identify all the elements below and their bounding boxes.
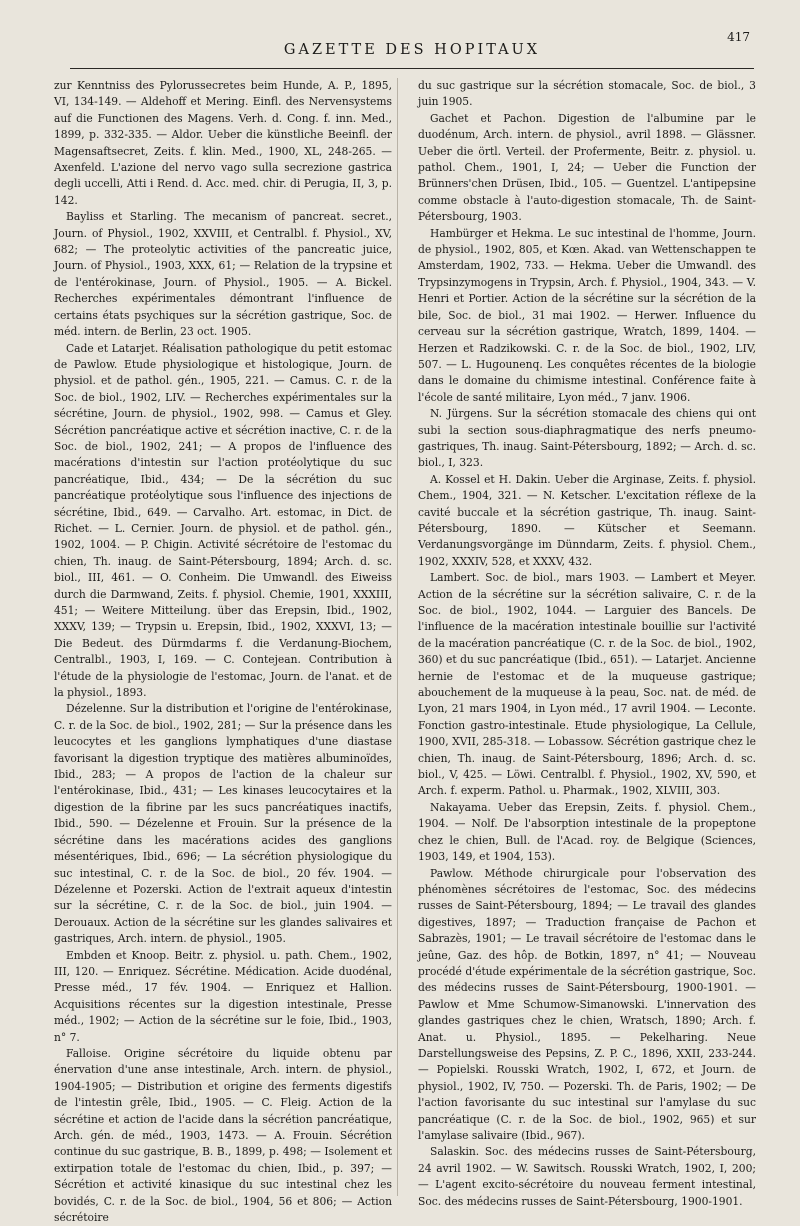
right-column [418, 78, 756, 1208]
bibliography-entry: Dézelenne. Sur la distribution et l'origine de l'entérokinase, C. r. de la Soc. de biol., 1902, 281; — Sur la présence dans les leucocytes et les ganglions lymphatiques d'une diastase favorisant la digestion tryptique des matières albuminoïdes, Ibid., 283; — A propos de l'action de la chaleur sur l'entérokinase, Ibid., 431; — Les kinases leucocytaires et la digestion de la fibrine par les sucs pancréatiques inactifs, Ibid., 590. — Dézelenne et Frouin. Sur la présence de la sécrétine dans les macérations acides des ganglions mésentériques, Ibid., 696; — La sécrétion physiologique du suc intestinal, C. r. de la Soc. de biol., 20 fév. 1904. — Dézelenne et Pozerski. Action de l'extrait aqueux d'intestin sur la sécrétine, C. r. de la Soc. de biol., juin 1904. — Derouaux. Action de la sécrétine sur les glandes salivaires et gastriques, Arch. intern. de physiol., 1905. [54, 702, 392, 946]
bibliography-entry: Bayliss et Starling. The mecanism of pancreat. secret., Journ. of Physiol., 1902, XXVIII, et Centralbl. f. Physiol., XV, 682; — The proteolytic activities of the pancreatic juice, Journ. of Physiol., 1903, XXX, 61; — Relation de la trypsine et de l'entérokinase, Journ. of Physiol., 1905. — A. Bickel. Recherches expérimentales démontrant l'influence de certains états psychiques sur la sécrétion gastrique, Soc. de méd. intern. de Berlin, 23 oct. 1905. [54, 210, 392, 339]
bibliography-entry: Nakayama. Ueber das Erepsin, Zeits. f. physiol. Chem., 1904. — Nolf. De l'absorption intestinale de la propeptone chez le chien, Bull. de l'Acad. roy. de Belgique (Sciences, 1903, 149, et 1904, 153). [418, 800, 756, 864]
bibliography-entry: Gachet et Pachon. Digestion de l'albumine par le duodénum, Arch. intern. de physiol., avril 1898. — Glässner. Ueber die örtl. Verteil. der Profermente, Beitr. z. physiol. u. pathol. Chem., 1901, I, 24; — Ueber die Function der Brünners'chen Drüsen, Ibid., 105. — Guentzel. L'antipepsine comme obstacle à l'auto-digestion stomacale, Th. de Saint-Pétersbourg, 1903. [418, 111, 756, 224]
bibliography-entry: Embden et Knoop. Beitr. z. physiol. u. path. Chem., 1902, III, 120. — Enriquez. Sécrétine. Médication. Acide duodénal, Presse méd., 17 fév. 1904. — Enriquez et Hallion. Acquisitions récentes sur la digestion intestinale, Presse méd., 1902; — Action de la sécrétine sur le foie, Ibid., 1903, n° 7. [54, 948, 392, 1044]
bibliography-entry: Lambert. Soc. de biol., mars 1903. — Lambert et Meyer. Action de la sécrétine sur la sécrétion salivaire, C. r. de la Soc. de biol., 1902, 1044. — Larguier des Bancels. De l'influence de la macération intestinale bouillie sur l'activité de la macération pancréatique (C. r. de la Soc. de biol., 1902, 360) et du suc pancréatique (Ibid., 651). — Latarjet. Ancienne hernie de l'estomac et de la muqueuse gastrique; abouchement de la muqueuse à la peau, Soc. nat. de méd. de Lyon, 21 mars 1904, in Lyon méd., 17 avril 1904. — Leconte. Fonction gastro-intestinale. Etude physiologique, La Cellule, 1900, XVII, 285-318. — Lobassow. Sécrétion gastrique chez le chien, Th. inaug. de Saint-Pétersbourg, 1896; Arch. d. sc. biol., V, 425. — Löwi. Centralbl. f. Physiol., 1902, XV, 590, et Arch. f. experm. Pathol. u. Pharmak., 1902, XLVIII, 303. [418, 571, 756, 798]
bibliography-entry: Falloise. Origine sécrétoire du liquide obtenu par énervation d'une anse intestinale, Arch. intern. de physiol., 1904-1905; — Distribution et origine des ferments digestifs de l'intestin grêle, Ibid., 1905. — C. Fleig. Action de la sécrétine et action de l'acide dans la sécrétion pancréatique, Arch. gén. de méd., 1903, 1473. — A. Frouin. Sécrétion continue du suc gastrique, B. B., 1899, p. 498; — Isolement et extirpation totale de l'estomac du chien, Ibid., p. 397; — Sécrétion et activité kinasique du suc intestinal chez les bovidés, C. r. de la Soc. de biol., 1904, 56 et 806; — Action sécrétoire [54, 1046, 392, 1225]
left-column [44, 78, 392, 1225]
page-number: 417 [727, 30, 750, 44]
running-title: GAZETTE DES HOPITAUX [283, 42, 541, 58]
text-columns [44, 78, 756, 1225]
bibliography-entry: zur Kenntniss des Pylorussecretes beim Hunde, A. P., 1895, VI, 134-149. — Aldehoff et Mering. Einfl. des Nervensystems auf die Functionen des Magens. Verh. d. Cong. f. inn. Med., 1899, p. 332-335. — Aldor. Ueber die künstliche Beeinfl. der Magensaftsecret, Zeits. f. klin. Med., 1900, XL, 248-265. — Axenfeld. L'azione del nervo vago sulla secrezione gastrica degli uccelli, Atti i Rend. d. Acc. med. chir. di Perugia, II, 3, p. 142. [54, 79, 392, 207]
bibliography-entry: Pawlow. Méthode chirurgicale pour l'observation des phénomènes sécrétoires de l'estomac, Soc. des médecins russes de Saint-Pétersbourg, 1894; — Le travail des glandes digestives, 1897; — Traduction française de Pachon et Sabrazès, 1901; — Le travail sécrétoire de l'estomac dans le jeûne, Gaz. des hôp. de Botkin, 1897, n° 41; — Nouveau procédé d'étude expérimentale de la sécrétion gastrique, Soc. des médecins russes de Saint-Pétersbourg, 1900-1901. — Pawlow et Mme Schumow-Simanowski. L'innervation des glandes gastriques chez le chien, Wratsch, 1890; Arch. f. Anat. u. Physiol., 1895. — Pekelharing. Neue Darstellungsweise des Pepsins, Z. P. C., 1896, XXII, 233-244. — Popielski. Rousski Wratch, 1902, I, 672, et Journ. de physiol., 1902, IV, 750. — Pozerski. Th. de Paris, 1902; — De l'action favorisante du suc intestinal sur l'amylase du suc pancréatique (C. r. de la Soc. de biol., 1902, 965) et sur l'amylase salivaire (Ibid., 967). [418, 866, 756, 1142]
bibliography-entry: Hambürger et Hekma. Le suc intestinal de l'homme, Journ. de physiol., 1902, 805, et Kœn. Akad. van Wettenschappen te Amsterdam, 1902, 733. — Hekma. Ueber die Umwandl. des Trypsinzymogens in Trypsin, Arch. f. Physiol., 1904, 343. — V. Henri et Portier. Action de la sécrétine sur la sécrétion de la bile, Soc. de biol., 31 mai 1902. — Herwer. Influence du cerveau sur la sécrétion gastrique, Wratch, 1899, 1404. — Herzen et Radzikowski. C. r. de la Soc. de biol., 1902, LIV, 507. — L. Hugounenq. Les conquêtes récentes de la biologie dans le domaine du chimisme intestinal. Conférence faite à l'école de santé militaire, Lyon méd., 7 janv. 1906. [418, 226, 756, 404]
bibliography-entry: Salaskin. Soc. des médecins russes de Saint-Pétersbourg, 24 avril 1902. — W. Sawitsch. Rousski Wratch, 1902, I, 200; — L'agent excito-sécrétoire du nouveau ferment intestinal, Soc. des médecins russes de Saint-Pétersbourg, 1900-1901. [418, 1145, 756, 1208]
page-header [70, 28, 754, 69]
bibliography-entry: Cade et Latarjet. Réalisation pathologique du petit estomac de Pawlow. Etude physiologique et histologique, Journ. de physiol. et de pathol. gén., 1905, 221. — Camus. C. r. de la Soc. de biol., 1902, LIV. — Recherches expérimentales sur la sécrétine, Journ. de physiol., 1902, 998. — Camus et Gley. Sécrétion pancréatique active et sécrétion inactive, C. r. de la Soc. de biol., 1902, 241; — A propos de l'influence des macérations d'intestin sur l'action protéolytique du suc pancréatique, Ibid., 434; — De la sécrétion du suc pancréatique protéolytique sous l'influence des injections de sécrétine, Ibid., 649. — Carvalho. Art. estomac, in Dict. de Richet. — L. Cernier. Journ. de physiol. et de pathol. gén., 1902, 1004. — P. Chigin. Activité sécrétoire de l'estomac du chien, Th. inaug. de Saint-Pétersbourg, 1894; Arch. d. sc. biol., III, 461. — O. Conheim. Die Umwandl. des Eiweiss durch die Darmwand, Zeits. f. physiol. Chemie, 1901, XXXIII, 451; — Weitere Mitteilung. über das Erepsin, Ibid., 1902, XXXV, 139; — Trypsin u. Erepsin, Ibid., 1902, XXXVI, 13; — Die Bedeut. des Dürmdarms f. die Verdanung-Biochem, Centralbl., 1903, I, 169. — C. Contejean. Contribution à l'étude de la physiologie de l'estomac, Journ. de l'anat. et de la physiol., 1893. [54, 341, 392, 700]
bibliography-entry: N. Jürgens. Sur la sécrétion stomacale des chiens qui ont subi la section sous-diaphragmatique des nerfs pneumo-gastriques, Th. inaug. Saint-Pétersbourg, 1892; — Arch. d. sc. biol., I, 323. [418, 407, 756, 470]
bibliography-entry: du suc gastrique sur la sécrétion stomacale, Soc. de biol., 3 juin 1905. [418, 79, 756, 109]
bibliography-entry: A. Kossel et H. Dakin. Ueber die Arginase, Zeits. f. physiol. Chem., 1904, 321. — N. Ketscher. L'excitation réflexe de la cavité buccale et la sécrétion gastrique, Th. inaug. Saint-Pétersbourg, 1890. — Kütscher et Seemann. Verdanungsvorgänge im Dünndarm, Zeits. f. physiol. Chem., 1902, XXXIV, 528, et XXXV, 432. [418, 472, 756, 568]
